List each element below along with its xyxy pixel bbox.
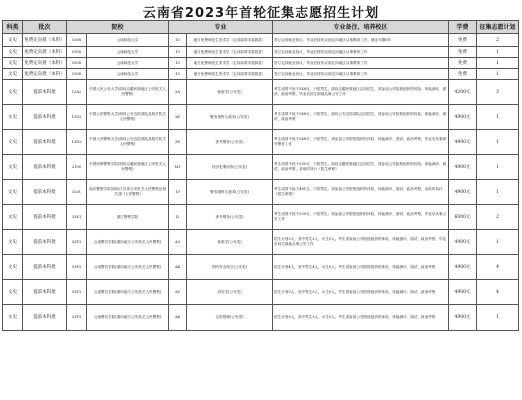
cell-remarks: 签订定向就业协议，毕业后按协议到定向地区从事教育工作 bbox=[273, 69, 449, 80]
cell-major-name: 侦查学(公安类) bbox=[187, 230, 273, 255]
header-count: 征集志愿计划 bbox=[477, 21, 519, 34]
header-fee: 学费 bbox=[449, 21, 477, 34]
header-major: 专业 bbox=[169, 21, 273, 34]
cell-major-name: 警务指挥与战术(公安类) bbox=[187, 180, 273, 205]
table-row bbox=[3, 105, 519, 130]
table-row bbox=[3, 205, 519, 230]
cell-major-name: 地方免费师范生美术学（定向曲靖市富源县） bbox=[187, 34, 273, 47]
cell-subject: 文史 bbox=[3, 69, 23, 80]
cell-major-code: 3A bbox=[169, 80, 187, 105]
table-row bbox=[3, 47, 519, 58]
cell-school-code: 5308 bbox=[67, 69, 87, 80]
cell-count: 2 bbox=[477, 34, 519, 47]
table-row bbox=[3, 230, 519, 255]
cell-fee: 免费 bbox=[449, 34, 477, 47]
cell-major-code: 3K bbox=[169, 105, 187, 130]
cell-subject: 文史 bbox=[3, 58, 23, 69]
header-remarks: 专业备注、培养校区 bbox=[273, 21, 449, 34]
cell-count: 3 bbox=[477, 80, 519, 105]
cell-school-name: 云南警官学院(面向地方公安机关人民警察) bbox=[87, 305, 169, 331]
cell-subject: 文史 bbox=[3, 105, 23, 130]
cell-major-code: 3N bbox=[169, 130, 187, 155]
cell-fee: 4900元 bbox=[449, 130, 477, 155]
cell-major-name: 侦查学(公安类) bbox=[187, 80, 273, 105]
cell-major-code: 15 bbox=[169, 47, 187, 58]
cell-remarks: 签订定向就业协议，毕业后按协议到定向地区从事教育工作，就业年限6年 bbox=[273, 34, 449, 47]
cell-remarks: 招生计划4人，其中男生4人，女生0人。考生须参加公安院校组织的体检、体能测评、面试、政治考察 bbox=[273, 255, 449, 280]
cell-remarks: 招生计划3人，其中男生3人，女生0人。考生须参加公安院校组织的体检、体能测评、面试、政治考察 bbox=[273, 280, 449, 305]
cell-fee: 6000元 bbox=[449, 205, 477, 230]
cell-school-name: 云南师范大学 bbox=[87, 58, 169, 69]
table-row bbox=[3, 280, 519, 305]
cell-batch: 提前本科批 bbox=[23, 205, 67, 230]
cell-count: 4 bbox=[477, 280, 519, 305]
table-row bbox=[3, 180, 519, 205]
cell-batch: 提前本科批 bbox=[23, 305, 67, 331]
cell-count: 1 bbox=[477, 58, 519, 69]
cell-school-name: 中国刑事警察学院(面向边疆民族地区公安机关人民警察) bbox=[87, 155, 169, 180]
header-batch: 批次 bbox=[23, 21, 67, 34]
cell-school-code: 5308 bbox=[67, 47, 87, 58]
cell-count: 1 bbox=[477, 130, 519, 155]
cell-fee: 免费 bbox=[449, 47, 477, 58]
cell-major-code: A3 bbox=[169, 230, 187, 255]
table-row bbox=[3, 130, 519, 155]
table-row bbox=[3, 80, 519, 105]
cell-major-name: 警务指挥与战术(公安类) bbox=[187, 105, 273, 130]
cell-remarks: 考生成绩不低于481分，只招男生。须参加公安院校组织的体检、体能测评、面试、政治考察，录取时执行《招生章程》 bbox=[273, 180, 449, 205]
cell-school-code: 13D2 bbox=[67, 130, 87, 155]
cell-fee: 免费 bbox=[449, 69, 477, 80]
cell-school-code: 3201 bbox=[67, 180, 87, 205]
table-row bbox=[3, 69, 519, 80]
cell-count: 1 bbox=[477, 155, 519, 180]
cell-batch: 提前本科批 bbox=[23, 280, 67, 305]
cell-subject: 文史 bbox=[3, 280, 23, 305]
header-school: 院校 bbox=[67, 21, 169, 34]
cell-batch: 免费定向批（本科） bbox=[23, 69, 67, 80]
cell-batch: 免费定向批（本科） bbox=[23, 34, 67, 47]
cell-subject: 文史 bbox=[3, 80, 23, 105]
cell-school-code: 13D2 bbox=[67, 105, 87, 130]
cell-school-name: 云南师范大学 bbox=[87, 34, 169, 47]
cell-count: 1 bbox=[477, 105, 519, 130]
table-body bbox=[3, 34, 519, 331]
cell-remarks: 考生成绩不低于530分，只招男生。面向边疆民族地区定向招生，须参加公安院校组织的体检、体能测评、面试、政治考察，录取时执行《招生章程》 bbox=[273, 155, 449, 180]
cell-count: 1 bbox=[477, 305, 519, 331]
cell-remarks: 考生成绩不低于548分，只招男生。须参加公安院校组织的体检、体能测评、面试、政治考察，毕业后从事涉外警务工作 bbox=[273, 130, 449, 155]
cell-major-name: 地方免费师范生美术学（定向曲靖市富源县） bbox=[187, 58, 273, 69]
cell-school-code: 53F3 bbox=[67, 280, 87, 305]
cell-fee: 免费 bbox=[449, 58, 477, 69]
page-title: 云南省2023年首轮征集志愿招生计划 bbox=[142, 6, 380, 21]
admission-plan-table bbox=[2, 20, 519, 331]
cell-major-name: 经济犯罪侦查(公安类) bbox=[187, 155, 273, 180]
cell-major-name: 边防管理(公安类) bbox=[187, 305, 273, 331]
table-row bbox=[3, 255, 519, 280]
cell-school-code: 2100 bbox=[67, 155, 87, 180]
cell-remarks: 招生计划3人，其中男生3人，女生0人。考生须参加公安院校组织的体检、体能测评、面试、政治考察，毕业后回生源地从事公安工作 bbox=[273, 230, 449, 255]
cell-fee: 4900元 bbox=[449, 255, 477, 280]
cell-count: 1 bbox=[477, 230, 519, 255]
cell-major-code: A5 bbox=[169, 280, 187, 305]
cell-school-name: 南京警察学院(面向江苏省公安机关人民警察及相关部门人民警察) bbox=[87, 180, 169, 205]
cell-batch: 提前本科批 bbox=[23, 80, 67, 105]
cell-major-code: M1 bbox=[169, 155, 187, 180]
cell-batch: 提前本科批 bbox=[23, 155, 67, 180]
cell-major-name: 涉外警务(公安类) bbox=[187, 205, 273, 230]
cell-batch: 免费定向批（本科） bbox=[23, 47, 67, 58]
cell-school-code: 5308 bbox=[67, 34, 87, 47]
cell-batch: 提前本科批 bbox=[23, 180, 67, 205]
cell-fee: 4900元 bbox=[449, 230, 477, 255]
cell-school-code: 33E1 bbox=[67, 205, 87, 230]
cell-school-name: 浙江警察学院 bbox=[87, 205, 169, 230]
cell-major-code: 15 bbox=[169, 34, 187, 47]
cell-batch: 提前本科批 bbox=[23, 130, 67, 155]
cell-batch: 提前本科批 bbox=[23, 105, 67, 130]
table-row bbox=[3, 34, 519, 47]
cell-remarks: 招生计划3人，其中男生3人，女生0人。考生须参加公安院校组织的体检、体能测评、面试、政治考察 bbox=[273, 305, 449, 331]
cell-remarks: 考生成绩不低于548分，只招男生。面向边疆民族地区定向招生，须参加公安院校组织的体检、体能测评、面试、政治考察，毕业后回生源地从事公安工作 bbox=[273, 80, 449, 105]
cell-subject: 文史 bbox=[3, 34, 23, 47]
cell-count: 1 bbox=[477, 47, 519, 58]
header-subject: 科类 bbox=[3, 21, 23, 34]
cell-major-code: A6 bbox=[169, 305, 187, 331]
cell-subject: 文史 bbox=[3, 205, 23, 230]
cell-major-name: 国内安全保卫(公安类) bbox=[187, 255, 273, 280]
cell-school-code: 53F3 bbox=[67, 305, 87, 331]
cell-school-name: 云南警官学院(面向地方公安机关人民警察) bbox=[87, 230, 169, 255]
cell-remarks: 考生成绩不低于530分，只招男生。须参加公安院校组织的体检、体能测评、面试、政治考察，毕业后从事公安工作 bbox=[273, 205, 449, 230]
cell-fee: 4900元 bbox=[449, 280, 477, 305]
cell-subject: 文史 bbox=[3, 130, 23, 155]
cell-count: 1 bbox=[477, 180, 519, 205]
cell-count: 1 bbox=[477, 69, 519, 80]
cell-subject: 文史 bbox=[3, 230, 23, 255]
cell-major-name: 地方免费师范生美术学（定向曲靖市富源县） bbox=[187, 47, 273, 58]
cell-school-code: 5308 bbox=[67, 58, 87, 69]
cell-school-code: 53F3 bbox=[67, 230, 87, 255]
cell-fee: 4200元 bbox=[449, 80, 477, 105]
table-header-row bbox=[3, 21, 519, 34]
cell-fee: 4900元 bbox=[449, 305, 477, 331]
cell-subject: 文史 bbox=[3, 305, 23, 331]
cell-remarks: 签订定向就业协议，毕业后按协议到定向地区从事教育工作 bbox=[273, 58, 449, 69]
cell-subject: 文史 bbox=[3, 255, 23, 280]
cell-subject: 文史 bbox=[3, 47, 23, 58]
cell-school-code: 53F3 bbox=[67, 255, 87, 280]
cell-school-name: 云南师范大学 bbox=[87, 69, 169, 80]
cell-major-code: A4 bbox=[169, 255, 187, 280]
cell-major-name: 地方免费师范生美术学（定向曲靖市富源县） bbox=[187, 69, 273, 80]
cell-major-code: 15 bbox=[169, 58, 187, 69]
cell-school-name: 中国人民警察大学(面向公安边防部队及相关机关人民警察) bbox=[87, 130, 169, 155]
cell-major-name: 涉外警务(公安类) bbox=[187, 130, 273, 155]
cell-remarks: 考生成绩不低于548分，只招男生。面向公安边防部队定向招生，须参加公安院校组织的体检、体能测评、面试、政治考察 bbox=[273, 105, 449, 130]
cell-major-name: 治安学(公安类) bbox=[187, 280, 273, 305]
cell-major-code: I2 bbox=[169, 205, 187, 230]
cell-school-code: 13A2 bbox=[67, 80, 87, 105]
table-row bbox=[3, 58, 519, 69]
cell-subject: 文史 bbox=[3, 155, 23, 180]
cell-fee: 4900元 bbox=[449, 180, 477, 205]
cell-school-name: 云南师范大学 bbox=[87, 47, 169, 58]
cell-school-name: 云南警官学院(面向地方公安机关人民警察) bbox=[87, 255, 169, 280]
cell-major-code: 15 bbox=[169, 69, 187, 80]
cell-subject: 文史 bbox=[3, 180, 23, 205]
cell-major-code: 19 bbox=[169, 180, 187, 205]
cell-school-name: 中国人民公安大学(面向边疆民族地区公安机关人民警察) bbox=[87, 80, 169, 105]
cell-batch: 提前本科批 bbox=[23, 230, 67, 255]
cell-fee: 4900元 bbox=[449, 105, 477, 130]
table-row bbox=[3, 305, 519, 331]
cell-batch: 免费定向批（本科） bbox=[23, 58, 67, 69]
cell-count: 4 bbox=[477, 255, 519, 280]
cell-remarks: 签订定向就业协议，毕业后按协议到定向地区从事教育工作 bbox=[273, 47, 449, 58]
cell-school-name: 云南警官学院(面向地方公安机关人民警察) bbox=[87, 280, 169, 305]
cell-count: 2 bbox=[477, 205, 519, 230]
table-row bbox=[3, 155, 519, 180]
cell-fee: 4900元 bbox=[449, 155, 477, 180]
cell-school-name: 中国人民警察大学(面向公安边防部队及相关机关人民警察) bbox=[87, 105, 169, 130]
cell-batch: 提前本科批 bbox=[23, 255, 67, 280]
